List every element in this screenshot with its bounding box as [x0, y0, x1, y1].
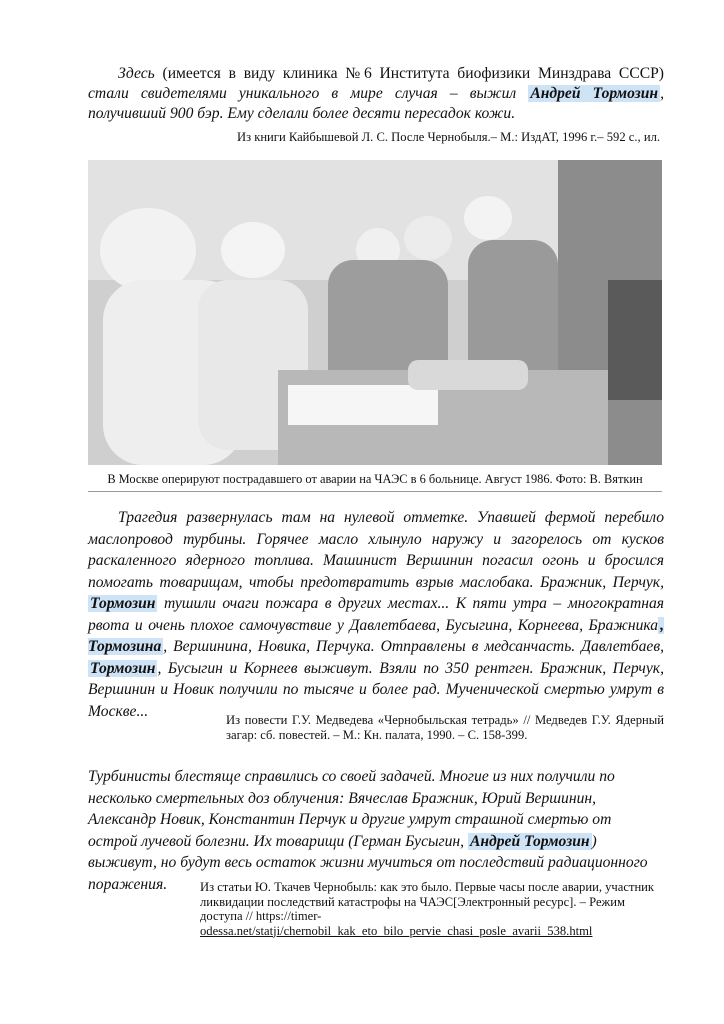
highlight-name: Андрей Тормозин — [530, 85, 659, 102]
highlight-name-4: Андрей Тормозин — [469, 832, 590, 850]
surgery-photo — [88, 160, 662, 465]
turbine-text-1: Турбинисты блестяще справились со своей задачей. Многие из них получили по несколько смертельных доз облучения: Вячеслав Бражник, Юрий Вершинин, Александр Новик, Константин Перчук и другие умрут страшной смертью от острой лучевой болезни. Их товарищи (Герман Бусыгин, — [88, 768, 615, 850]
turbine-paragraph — [88, 766, 664, 895]
highlight-name-2: , Тормозина — [88, 616, 664, 655]
intro-text-3: , получивший 900 бэр. Ему сделали более десяти пересадок кожи. — [88, 85, 664, 122]
intro-paragraph — [88, 64, 664, 124]
highlight-name-3: Тормозин — [90, 659, 156, 677]
intro-lead: Здесь — [118, 65, 155, 82]
surgery-photo-image — [88, 160, 662, 465]
intro-text-1: (имеется в виду клиника №6 Института биофизики Минздрава СССР) — [154, 65, 664, 82]
story-paragraph — [88, 507, 664, 722]
source-citation-2: Из повести Г.У. Медведева «Чернобыльская тетрадь» // Медведев Г.У. Ядерный загар: сб. повестей. – М.: Кн. палата, 1990. – С. 158-399. — [226, 713, 664, 742]
source-link[interactable]: odessa.net/statji/chernobil_kak_eto_bilo_pervie_chasi_posle_avarii_538.html — [200, 923, 593, 938]
photo-caption: В Москве оперируют пострадавшего от аварии на ЧАЭС в 6 больнице. Август 1986. Фото: В. Вяткин — [88, 469, 662, 492]
intro-text-2: стали свидетелями уникального в мире случая – выжил — [88, 85, 529, 102]
highlight-name-1: Тормозин — [90, 595, 156, 612]
source-citation-1: Из книги Кайбышевой Л. С. После Чернобыля.– М.: ИздАТ, 1996 г.– 592 с., ил. — [236, 130, 660, 144]
story-text-3: , Вершинина, Новика, Перчука. Отправлены в медсанчасть. Давлетбаев, — [163, 638, 664, 655]
turbine-text-2: ) выживут, но будут весь остаток жизни мучиться от последствий радиационного поражения. — [88, 832, 648, 893]
story-text-2: тушили очаги пожара в других местах... К пяти утра – многократная рвота и очень плохое самочувствие у Давлетбаева, Бусыгина, Корнеева, Бражника — [88, 595, 664, 634]
story-text-4: , Бусыгин и Корнеев выживут. Взяли по 350 рентген. Бражник, Перчук, Вершинин и Новик получили по тысяче и более рад. Мученической смертью умрут в Москве... — [88, 659, 664, 720]
story-text-1: Трагедия развернулась там на нулевой отметке. Упавшей фермой перебило маслопровод турбины. Горячее масло хлынуло наружу и загорелось от кусков раскаленного ядерного топлива. Машинист Вершинин погасил огонь и бросился помогать товарищам, чтобы предотвратить взрыв маслобака. Бражник, Перчук, — [88, 509, 664, 591]
source-citation-3 — [200, 880, 664, 938]
source-citation-3-text: Из статьи Ю. Ткачев Чернобыль: как это было. Первые часы после аварии, участник ликвидации последствий катастрофы на ЧАЭС[Электронный ресурс]. – Режим доступа // https://timer- — [200, 880, 655, 923]
